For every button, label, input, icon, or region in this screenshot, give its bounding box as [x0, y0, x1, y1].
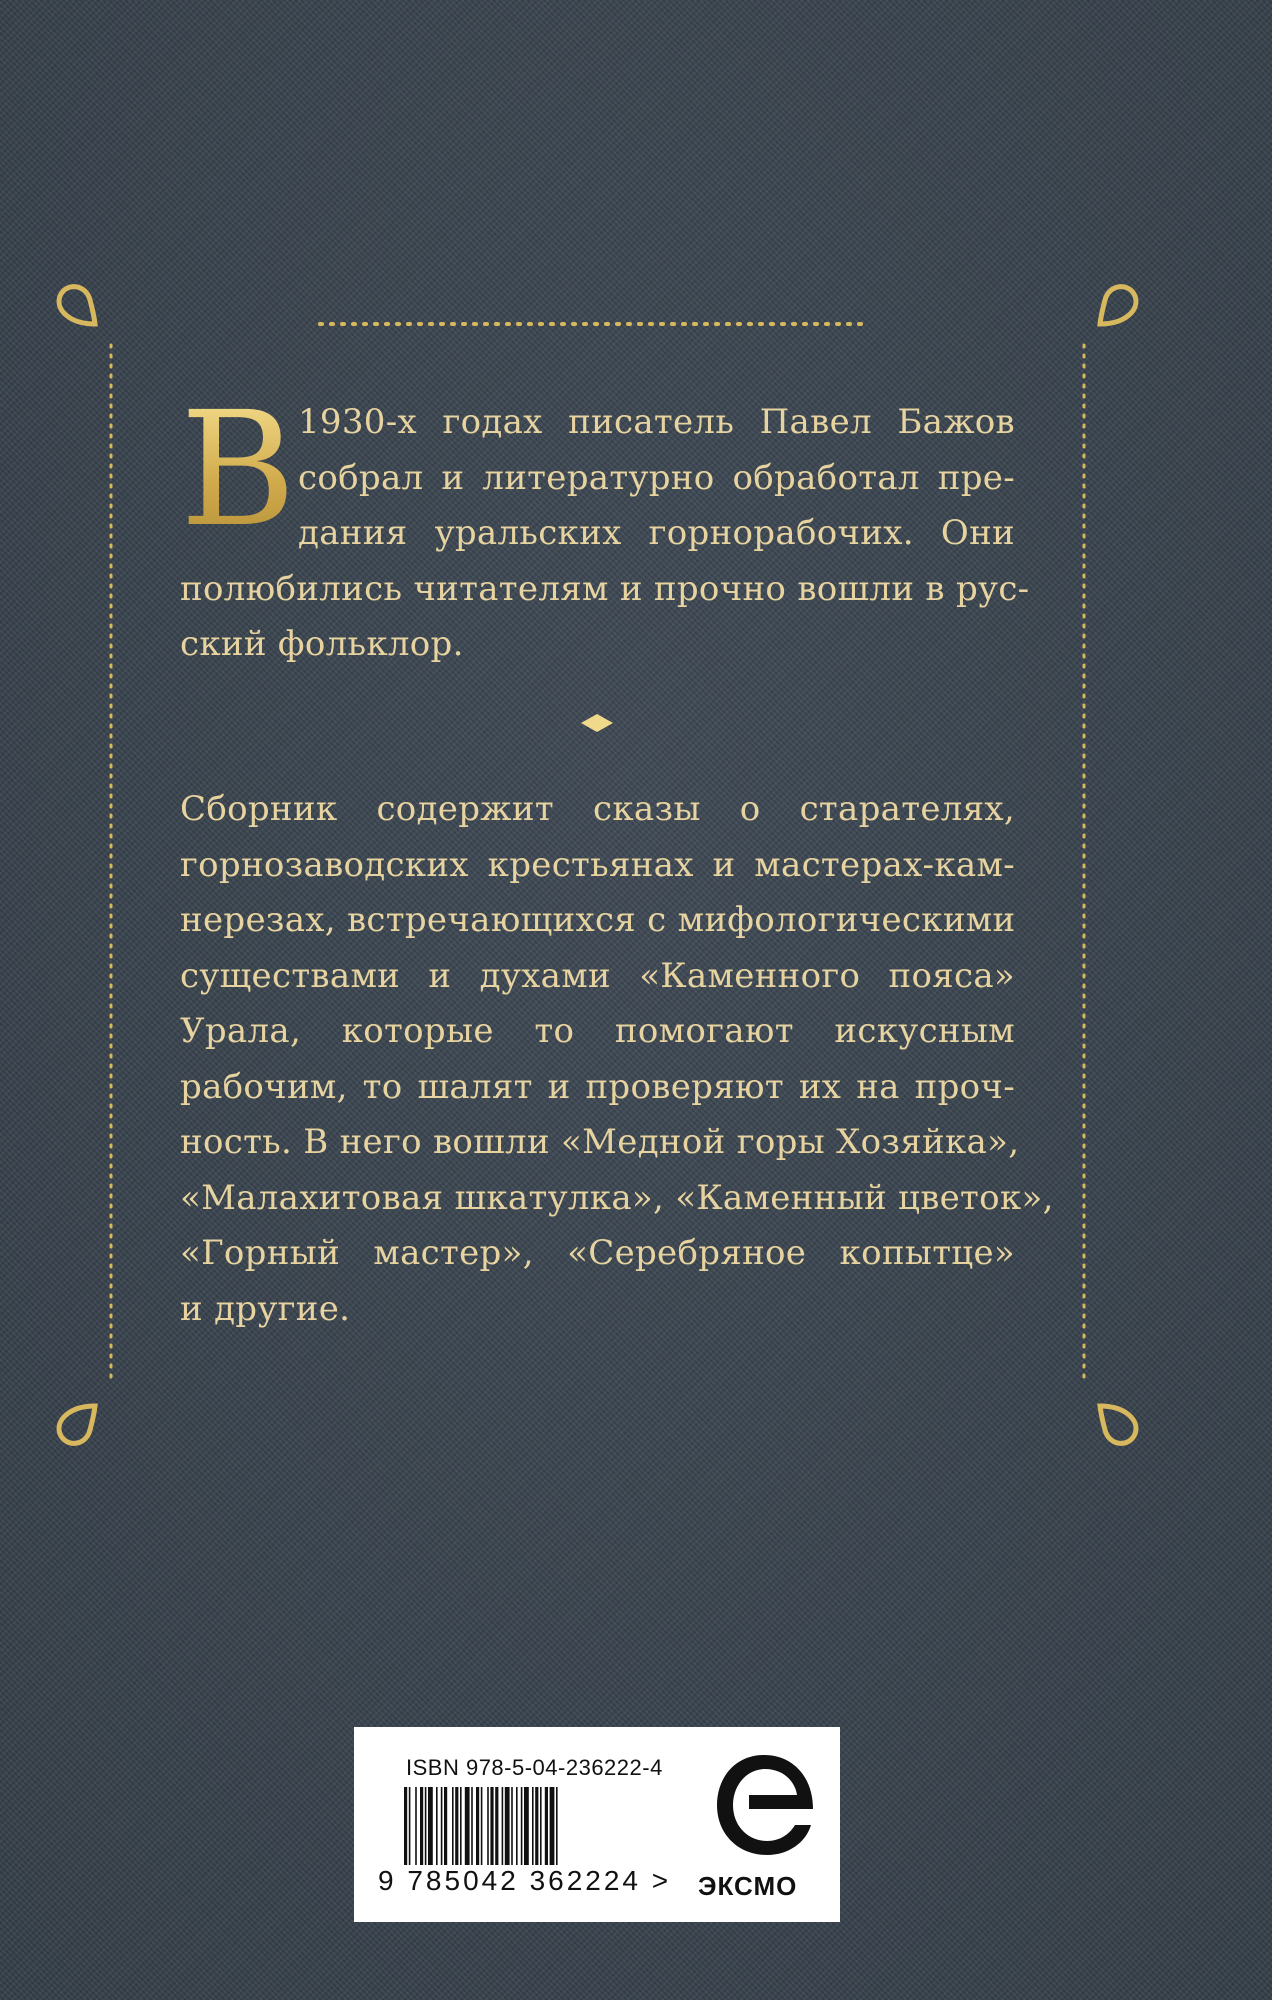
- barcode-bar: [545, 1787, 548, 1865]
- barcode-panel: [354, 1727, 840, 1922]
- barcode-bar: [465, 1787, 470, 1865]
- intro-line: полюбились читателям и прочно вошли в рус-: [180, 568, 1030, 609]
- annotation-line: горнозаводских крестьянах и мастерах-кам-: [180, 844, 1015, 885]
- annotation-line: Урала, которые то помогают искусным: [180, 1011, 1015, 1051]
- annotation-line: «Горный мастер», «Серебряное копытце»: [180, 1233, 1015, 1273]
- annotation-paragraph: [180, 782, 1054, 1337]
- isbn-text: ISBN 978-5-04-236222-4: [406, 1755, 663, 1780]
- barcode-bar: [441, 1787, 443, 1865]
- intro-paragraph: [180, 378, 1030, 673]
- barcode-bar: [495, 1787, 498, 1865]
- barcode-bar: [556, 1787, 558, 1865]
- barcode-bar: [420, 1787, 423, 1865]
- barcode-bar: [460, 1787, 462, 1865]
- barcode-bar: [532, 1787, 534, 1865]
- barcode-bar: [425, 1787, 427, 1865]
- barcode-bar: [521, 1787, 523, 1865]
- intro-line: собрал и литературно обработал пре-: [298, 457, 1015, 498]
- barcode-bar: [550, 1787, 555, 1865]
- barcode-bar: [487, 1787, 489, 1865]
- annotation-line: нерезах, встречающихся с мифологическими: [180, 900, 1016, 940]
- annotation-line: ность. В него вошли «Медной горы Хозяйка»,: [180, 1122, 1020, 1162]
- intro-line: дания уральских горнорабочих. Они: [298, 513, 1015, 553]
- barcode-bar: [540, 1787, 542, 1865]
- barcode-bar: [409, 1787, 411, 1865]
- barcode-bar: [505, 1787, 510, 1865]
- barcode-bar: [511, 1787, 513, 1865]
- barcode-bar: [516, 1787, 518, 1865]
- barcode-bar: [471, 1787, 473, 1865]
- annotation-line: Сборник содержит сказы о старателях,: [180, 789, 1015, 829]
- annotation-line: «Малахитовая шкатулка», «Каменный цветок»,: [180, 1177, 1054, 1218]
- intro-line: ский фольклор.: [180, 624, 464, 664]
- barcode-bar: [436, 1787, 438, 1865]
- barcode-digits: 9 785042 362224 >: [378, 1865, 672, 1896]
- drop-cap-letter: В: [180, 378, 297, 562]
- barcode-bar: [415, 1787, 417, 1865]
- barcode-bars: [404, 1787, 654, 1867]
- barcode-bar: [502, 1787, 504, 1865]
- barcode-bar: [404, 1787, 407, 1865]
- publisher-name: ЭКСМО: [698, 1871, 798, 1901]
- annotation-line: и другие.: [180, 1288, 351, 1329]
- barcode-bar: [444, 1787, 447, 1865]
- barcode-bar: [490, 1787, 493, 1865]
- annotation-line: рабочим, то шалят и проверяют их на проч-: [180, 1066, 1015, 1107]
- barcode-bar: [524, 1787, 529, 1865]
- barcode-bar: [455, 1787, 458, 1865]
- barcode-bar: [452, 1787, 454, 1865]
- intro-line: 1930-х годах писатель Павел Бажов: [298, 402, 1015, 442]
- barcode-bar: [535, 1787, 538, 1865]
- barcode-bar: [428, 1787, 433, 1865]
- eksmo-logo-icon: [709, 1747, 819, 1862]
- annotation-line: существами и духами «Каменного пояса»: [180, 955, 1015, 996]
- section-divider: [450, 714, 745, 732]
- barcode-bar: [481, 1787, 483, 1865]
- barcode-bar: [476, 1787, 479, 1865]
